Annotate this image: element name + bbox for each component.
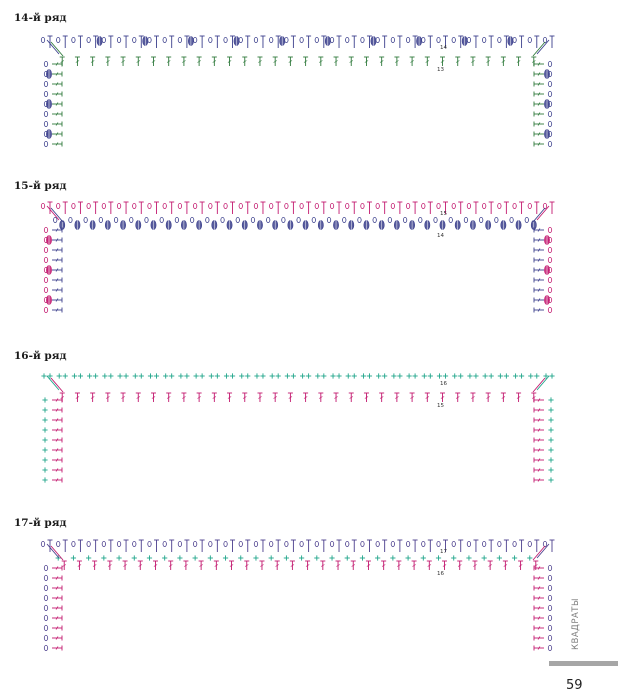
corner-stitch — [47, 376, 59, 390]
chain-stitch — [406, 541, 409, 546]
chain-stitch — [282, 217, 285, 222]
chain-stitch — [548, 111, 551, 116]
chain-stitch — [346, 541, 349, 546]
corner-stitch — [537, 206, 549, 220]
chain-stitch — [117, 541, 120, 546]
chain-stitch — [251, 217, 254, 222]
chain-stitch — [330, 37, 333, 42]
chain-stitch — [239, 37, 242, 42]
chain-stitch — [84, 217, 87, 222]
page-number: 59 — [566, 678, 583, 693]
chain-stitch — [548, 287, 551, 292]
chain-stitch — [102, 541, 105, 546]
corner-stitch — [533, 378, 545, 392]
chain-stitch — [133, 541, 136, 546]
row-label: 16 — [437, 571, 444, 577]
chain-stitch — [464, 217, 467, 222]
chain-stitch — [297, 217, 300, 222]
chain-stitch — [548, 625, 551, 630]
chain-stitch — [528, 203, 531, 208]
chain-stitch — [44, 121, 47, 126]
corner-stitch — [51, 42, 63, 56]
chain-stitch — [193, 541, 196, 546]
chain-stitch — [513, 37, 516, 42]
chain-stitch — [130, 217, 133, 222]
chain-stitch — [495, 217, 498, 222]
chain-stitch — [224, 203, 227, 208]
chain-stitch — [44, 227, 47, 232]
chain-stitch — [525, 217, 528, 222]
chain-stitch — [254, 203, 257, 208]
chain-stitch — [44, 595, 47, 600]
chain-stitch — [391, 203, 394, 208]
chain-stitch — [117, 203, 120, 208]
chain-stitch — [376, 37, 379, 42]
chain-stitch — [543, 203, 546, 208]
row-label: 15 — [437, 403, 444, 409]
corner-stitch — [51, 378, 63, 392]
corner-stitch — [537, 40, 549, 54]
chain-stitch — [72, 541, 75, 546]
chain-stitch — [528, 37, 531, 42]
chain-stitch — [145, 217, 148, 222]
chain-stitch — [69, 217, 72, 222]
chain-stitch — [266, 217, 269, 222]
chain-stitch — [224, 541, 227, 546]
chain-stitch — [209, 37, 212, 42]
chain-stitch — [193, 37, 196, 42]
chain-stitch — [44, 81, 47, 86]
chain-stitch — [148, 37, 151, 42]
chain-stitch — [44, 307, 47, 312]
chain-stitch — [114, 217, 117, 222]
chain-stitch — [315, 541, 318, 546]
chain-stitch — [467, 541, 470, 546]
chain-stitch — [403, 217, 406, 222]
chain-stitch — [44, 585, 47, 590]
chain-stitch — [548, 307, 551, 312]
chain-stitch — [406, 203, 409, 208]
chain-stitch — [285, 541, 288, 546]
chain-stitch — [285, 203, 288, 208]
chain-stitch — [148, 203, 151, 208]
chain-stitch — [300, 37, 303, 42]
chain-stitch — [44, 635, 47, 640]
chain-stitch — [361, 541, 364, 546]
chain-stitch — [422, 203, 425, 208]
chain-stitch — [133, 203, 136, 208]
page-bar — [549, 661, 618, 666]
chain-stitch — [548, 575, 551, 580]
chain-stitch — [419, 217, 422, 222]
chain-stitch — [44, 61, 47, 66]
row-label: 16 — [440, 381, 447, 387]
chain-stitch — [224, 37, 227, 42]
chain-stitch — [376, 541, 379, 546]
chain-stitch — [102, 37, 105, 42]
chain-stitch — [437, 203, 440, 208]
row-15-diagram — [41, 202, 554, 313]
chain-stitch — [117, 37, 120, 42]
chain-stitch — [548, 61, 551, 66]
chain-stitch — [236, 217, 239, 222]
chain-stitch — [479, 217, 482, 222]
corner-stitch — [537, 376, 549, 390]
chain-stitch — [44, 247, 47, 252]
chain-stitch — [315, 203, 318, 208]
chain-stitch — [44, 287, 47, 292]
corner-stitch — [533, 42, 545, 56]
chain-stitch — [498, 541, 501, 546]
chain-stitch — [239, 203, 242, 208]
chain-stitch — [254, 541, 257, 546]
row-15-title: 15-й ряд — [14, 180, 67, 192]
chain-stitch — [44, 645, 47, 650]
chain-stitch — [467, 37, 470, 42]
chain-stitch — [300, 541, 303, 546]
chain-stitch — [510, 217, 513, 222]
chain-stitch — [269, 203, 272, 208]
chain-stitch — [528, 541, 531, 546]
chain-stitch — [548, 247, 551, 252]
row-label: 14 — [437, 233, 444, 239]
chain-stitch — [422, 541, 425, 546]
chain-stitch — [72, 37, 75, 42]
row-17-title: 17-й ряд — [14, 517, 67, 529]
chain-stitch — [175, 217, 178, 222]
chain-stitch — [434, 217, 437, 222]
chain-stitch — [44, 111, 47, 116]
chain-stitch — [44, 91, 47, 96]
chain-stitch — [548, 277, 551, 282]
chain-stitch — [373, 217, 376, 222]
chain-stitch — [41, 203, 44, 208]
chain-stitch — [254, 37, 257, 42]
chain-stitch — [57, 203, 60, 208]
chain-stitch — [163, 37, 166, 42]
chain-stitch — [449, 217, 452, 222]
chain-stitch — [548, 585, 551, 590]
chain-stitch — [44, 277, 47, 282]
chain-stitch — [163, 541, 166, 546]
chain-stitch — [44, 257, 47, 262]
chain-stitch — [548, 91, 551, 96]
chain-stitch — [44, 565, 47, 570]
chain-stitch — [346, 203, 349, 208]
row-16-diagram — [41, 373, 554, 482]
chain-stitch — [548, 605, 551, 610]
chain-stitch — [99, 217, 102, 222]
chain-stitch — [193, 203, 196, 208]
chain-stitch — [548, 121, 551, 126]
chain-stitch — [346, 37, 349, 42]
chain-stitch — [178, 541, 181, 546]
row-label: 14 — [440, 45, 447, 51]
chain-stitch — [437, 541, 440, 546]
chain-stitch — [163, 203, 166, 208]
chain-stitch — [87, 541, 90, 546]
chain-stitch — [391, 541, 394, 546]
chain-stitch — [467, 203, 470, 208]
chain-stitch — [269, 541, 272, 546]
corner-stitch — [537, 544, 549, 558]
chain-stitch — [44, 141, 47, 146]
corner-stitch — [533, 546, 545, 560]
chain-stitch — [87, 37, 90, 42]
chain-stitch — [133, 37, 136, 42]
chain-stitch — [482, 37, 485, 42]
chain-stitch — [315, 37, 318, 42]
chain-stitch — [312, 217, 315, 222]
chain-stitch — [513, 203, 516, 208]
row-14-diagram — [41, 36, 554, 147]
chain-stitch — [406, 37, 409, 42]
chain-stitch — [44, 575, 47, 580]
chain-stitch — [54, 217, 57, 222]
chain-stitch — [102, 203, 105, 208]
row-14-title: 14-й ряд — [14, 12, 67, 24]
chain-stitch — [548, 81, 551, 86]
chain-stitch — [361, 37, 364, 42]
row-label: 17 — [440, 549, 447, 555]
chain-stitch — [178, 37, 181, 42]
row-17-diagram — [41, 540, 554, 651]
chain-stitch — [482, 541, 485, 546]
chain-stitch — [269, 37, 272, 42]
chain-stitch — [548, 635, 551, 640]
chain-stitch — [513, 541, 516, 546]
chain-stitch — [358, 217, 361, 222]
chain-stitch — [41, 541, 44, 546]
row-label: 15 — [440, 211, 447, 217]
chain-stitch — [44, 605, 47, 610]
chain-stitch — [209, 203, 212, 208]
chain-stitch — [543, 541, 546, 546]
chain-stitch — [361, 203, 364, 208]
chain-stitch — [548, 257, 551, 262]
chain-stitch — [57, 37, 60, 42]
chain-stitch — [548, 141, 551, 146]
row-label: 13 — [437, 67, 444, 73]
chain-stitch — [178, 203, 181, 208]
chain-stitch — [330, 203, 333, 208]
chain-stitch — [548, 565, 551, 570]
chain-stitch — [41, 37, 44, 42]
chain-stitch — [72, 203, 75, 208]
section-side-label: КВАДРАТЫ — [571, 598, 581, 650]
chain-stitch — [548, 645, 551, 650]
chain-stitch — [452, 541, 455, 546]
chain-stitch — [44, 625, 47, 630]
chain-stitch — [498, 37, 501, 42]
chain-stitch — [376, 203, 379, 208]
row-16-title: 16-й ряд — [14, 350, 67, 362]
chain-stitch — [221, 217, 224, 222]
chain-stitch — [422, 37, 425, 42]
chain-stitch — [452, 37, 455, 42]
chain-stitch — [548, 227, 551, 232]
chain-stitch — [391, 37, 394, 42]
chain-stitch — [327, 217, 330, 222]
chain-stitch — [190, 217, 193, 222]
chain-stitch — [148, 541, 151, 546]
chain-stitch — [498, 203, 501, 208]
chain-stitch — [44, 615, 47, 620]
chain-stitch — [285, 37, 288, 42]
chain-stitch — [543, 37, 546, 42]
chain-stitch — [87, 203, 90, 208]
chain-stitch — [57, 541, 60, 546]
chain-stitch — [548, 615, 551, 620]
chain-stitch — [388, 217, 391, 222]
chain-stitch — [452, 203, 455, 208]
chain-stitch — [206, 217, 209, 222]
chain-stitch — [330, 541, 333, 546]
chain-stitch — [437, 37, 440, 42]
chain-stitch — [548, 595, 551, 600]
chain-stitch — [160, 217, 163, 222]
chain-stitch — [239, 541, 242, 546]
chain-stitch — [209, 541, 212, 546]
chain-stitch — [482, 203, 485, 208]
corner-stitch — [533, 208, 545, 222]
chain-stitch — [343, 217, 346, 222]
chain-stitch — [300, 203, 303, 208]
